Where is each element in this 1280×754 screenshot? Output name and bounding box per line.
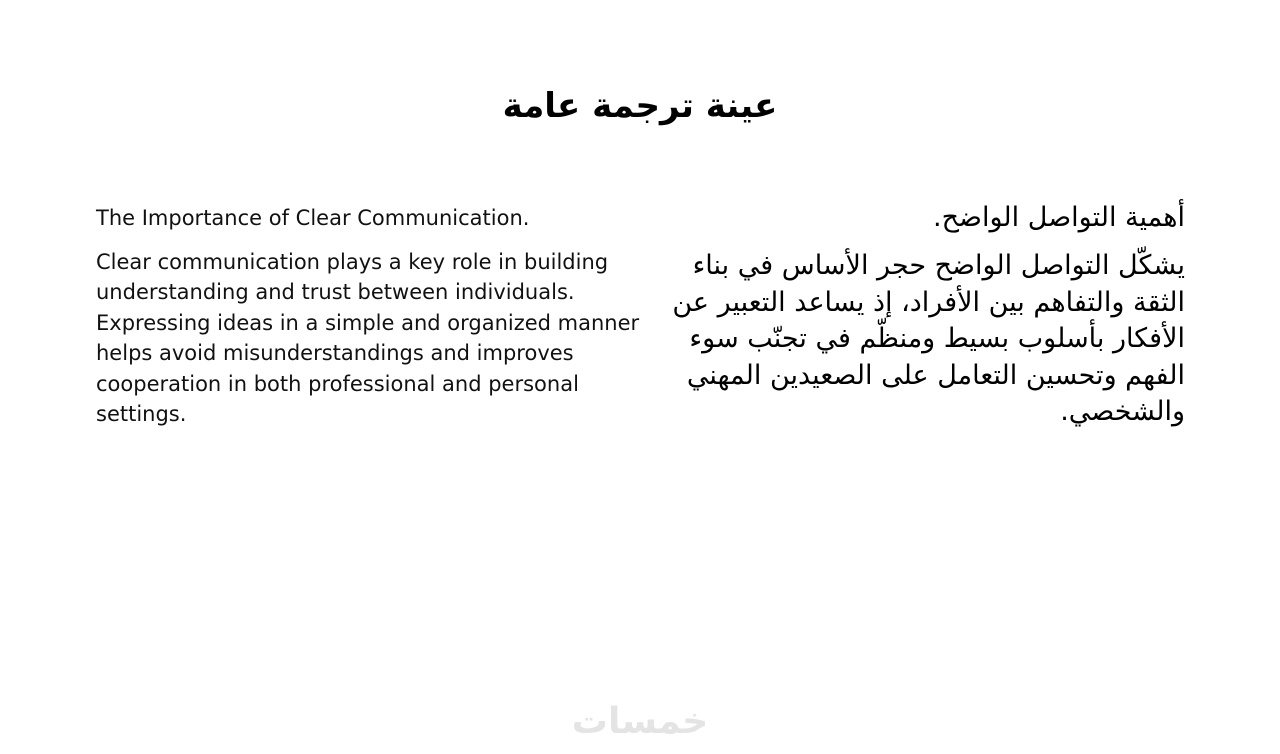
slide-title: عينة ترجمة عامة (502, 86, 778, 126)
arabic-body: يشكّل التواصل الواضح حجر الأساس في بناء الثقة والتفاهم بين الأفراد، إذ يساعد التعبير عن الأفكار بأسلوب بسيط ومنظّم في تجنّب سوء الفهم وتحسين التعامل على الصعيدين المهني والشخصي. (672, 250, 1185, 428)
khamsat-watermark: خمسات (571, 701, 709, 742)
arabic-heading: أهمية التواصل الواضح. (933, 202, 1185, 233)
english-heading: The Importance of Clear Communication. (96, 206, 530, 230)
english-body: Clear communication plays a key role in building understanding and trust between individuals. Expressing ideas in a simple and organized manner helps avoid misunderstandings and improves cooperation in both professional and personal settings. (96, 250, 640, 427)
arabic-column (645, 198, 1185, 431)
english-column (96, 203, 641, 429)
